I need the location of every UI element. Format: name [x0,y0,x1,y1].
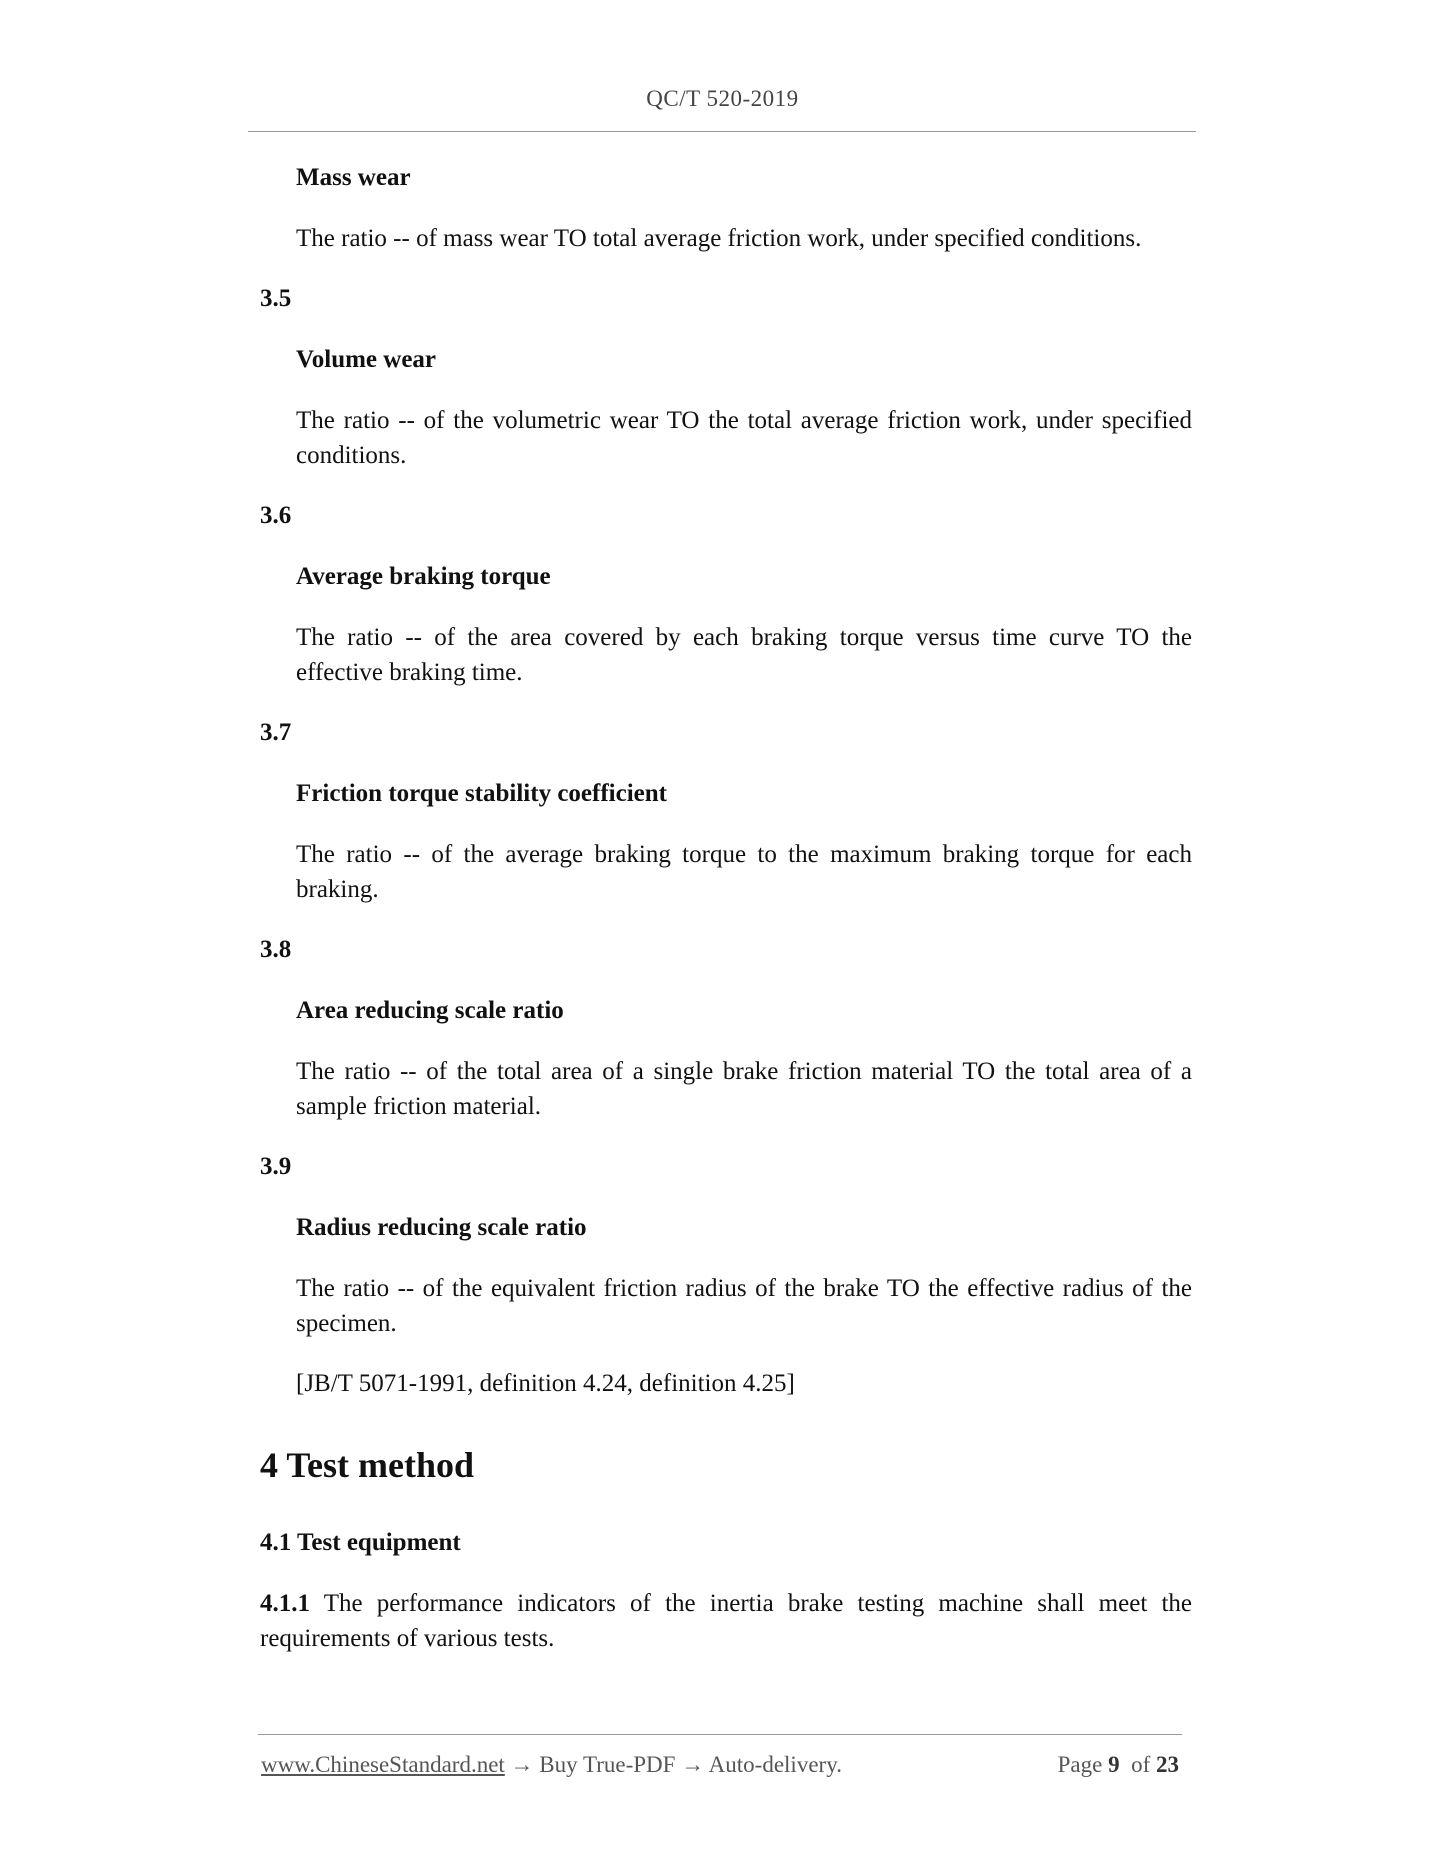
definition-volume-wear: The ratio -- of the volumetric wear TO the total average friction work, under specified conditions. [296,407,1192,469]
term-mass-wear: Mass wear [296,164,411,191]
clause-text-4-1-1: The performance indicators of the inertia brake testing machine shall meet the requirements of various tests. [260,1590,1192,1652]
term-volume-wear: Volume wear [296,346,437,373]
section-number-3-8: 3.8 [260,936,292,963]
term-friction-torque-stability: Friction torque stability coefficient [296,780,667,807]
definition-mass-wear: The ratio -- of mass wear TO total average friction work, under specified conditions. [296,225,1142,252]
clause-number-4-1-1: 4.1.1 [260,1590,310,1617]
section-number-3-7: 3.7 [260,719,292,746]
term-average-braking-torque: Average braking torque [296,563,551,590]
section-number-3-5: 3.5 [260,285,292,312]
paragraph-4-1-1 [260,1586,1192,1656]
footer-divider [258,1734,1182,1735]
section-number-3-9: 3.9 [260,1153,292,1180]
definition-radius-reducing-scale-ratio: The ratio -- of the equivalent friction radius of the brake TO the effective radius of the specimen. [296,1275,1192,1337]
definition-average-braking-torque: The ratio -- of the area covered by each braking torque versus time curve TO the effective braking time. [296,624,1192,686]
definition-area-reducing-scale-ratio: The ratio -- of the total area of a single brake friction material TO the total area of a sample friction material. [296,1058,1192,1120]
page-number: 9 [1108,1752,1120,1777]
term-area-reducing-scale-ratio: Area reducing scale ratio [296,997,564,1024]
term-radius-reducing-scale-ratio: Radius reducing scale ratio [296,1214,587,1241]
site-link[interactable]: www.ChineseStandard.net [261,1752,505,1777]
chapter-4-heading: 4 Test method [260,1445,475,1485]
arrow-icon: → [504,1752,540,1777]
document-body [260,160,1192,1656]
footer-links [261,1752,842,1778]
buy-pdf-text: Buy True-PDF [539,1752,676,1777]
page-total: 23 [1156,1752,1179,1777]
arrow-icon: → [675,1752,709,1777]
section-4-1-heading: 4.1 Test equipment [260,1529,461,1556]
section-number-3-6: 3.6 [260,502,292,529]
page-label: Page [1057,1752,1103,1777]
header-divider [248,131,1196,132]
reference-note: [JB/T 5071-1991, definition 4.24, definition 4.25] [296,1370,795,1397]
definition-friction-torque-stability: The ratio -- of the average braking torque to the maximum braking torque for each braking. [296,841,1192,903]
of-label: of [1131,1752,1151,1777]
auto-delivery-text: Auto-delivery. [708,1752,842,1777]
page-header: QC/T 520-2019 [646,86,799,111]
page-indicator [1058,1752,1179,1778]
